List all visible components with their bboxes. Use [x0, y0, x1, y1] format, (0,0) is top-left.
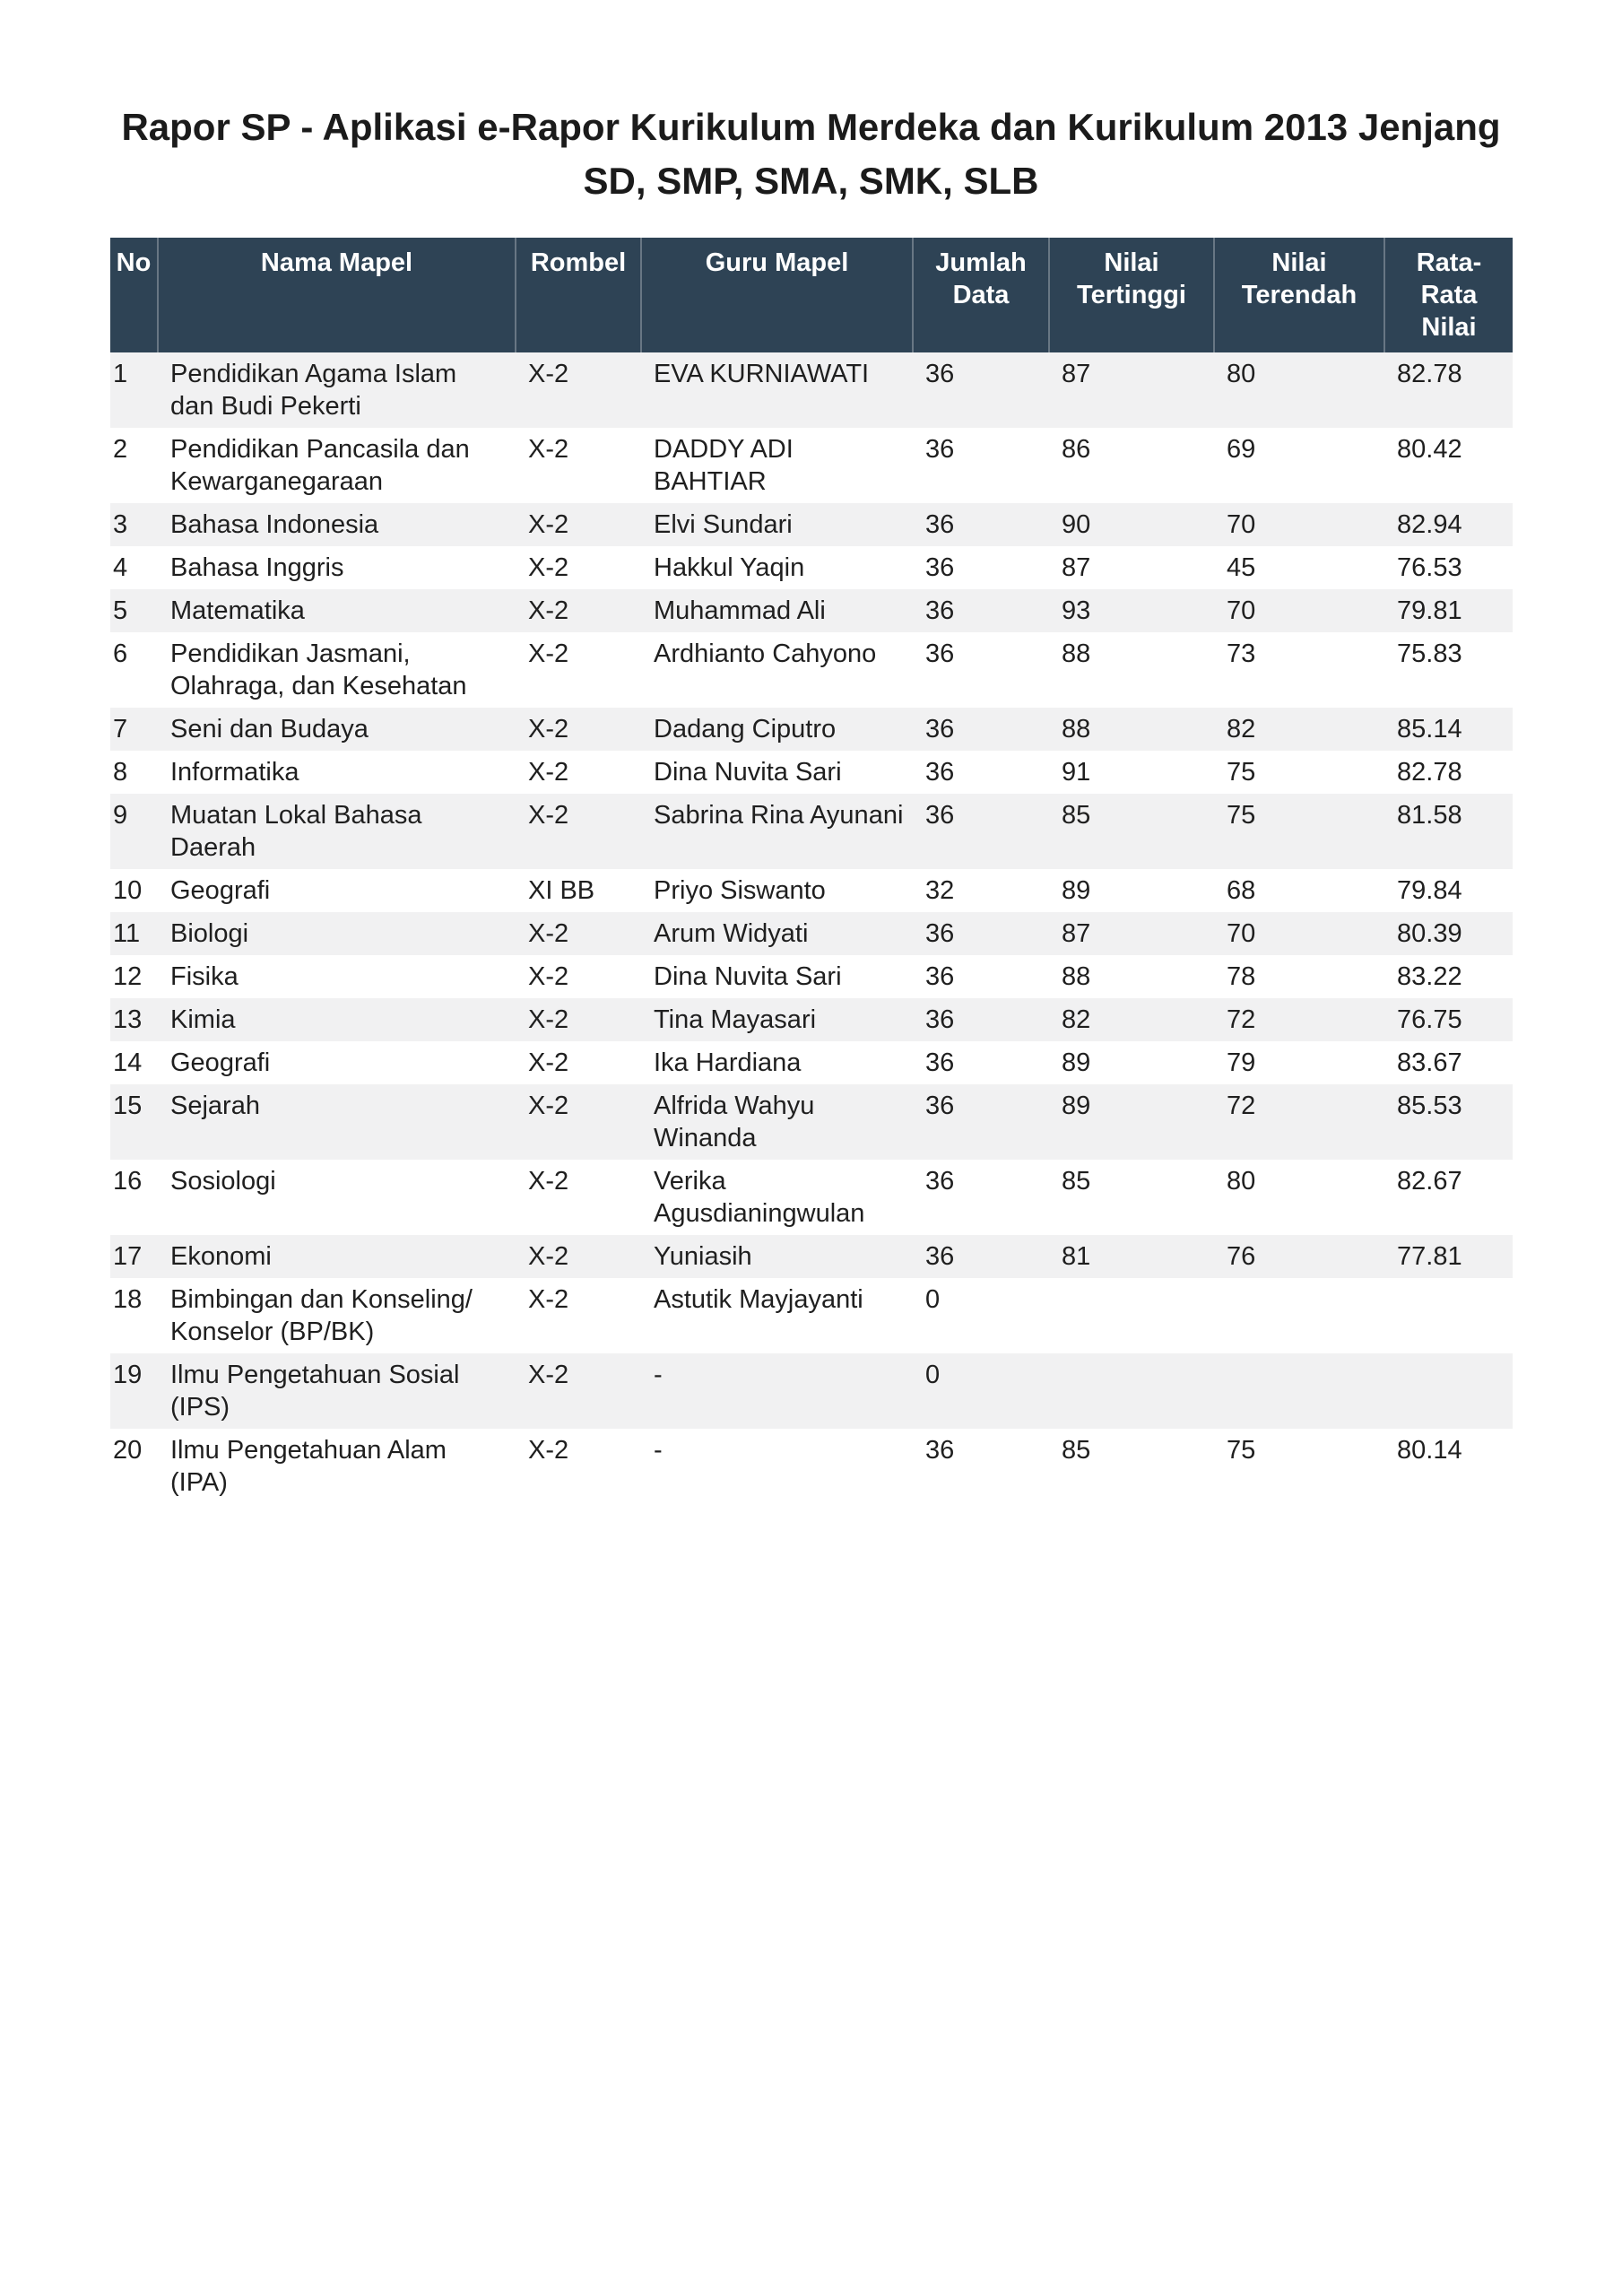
cell-rata: 82.78 [1397, 758, 1462, 787]
cell-guru: Ardhianto Cahyono [654, 639, 877, 668]
cell-tertinggi: 93 [1062, 596, 1091, 625]
cell-nama: Ekonomi [170, 1242, 272, 1271]
cell-rata: 82.78 [1397, 360, 1462, 388]
cell-no: 13 [113, 1005, 143, 1034]
cell-terendah: 72 [1227, 1005, 1256, 1034]
cell-tertinggi: 87 [1062, 360, 1091, 388]
cell-terendah: 73 [1227, 639, 1256, 668]
cell-rombel: X-2 [528, 1242, 569, 1271]
cell-tertinggi: 86 [1062, 435, 1091, 464]
cell-no: 6 [113, 639, 128, 668]
cell-no: 14 [113, 1048, 143, 1077]
cell-terendah: 80 [1227, 1167, 1256, 1196]
cell-nama: Ilmu Pengetahuan Sosial (IPS) [170, 1361, 460, 1422]
cell-tertinggi: 89 [1062, 1091, 1091, 1120]
cell-jumlah: 36 [925, 801, 955, 830]
cell-rata: 80.14 [1397, 1436, 1462, 1465]
cell-jumlah: 0 [925, 1361, 941, 1389]
cell-rombel: X-2 [528, 1285, 569, 1314]
cell-no: 12 [113, 962, 143, 991]
table-row [110, 912, 1513, 955]
cell-guru: Hakkul Yaqin [654, 553, 805, 582]
column-header-no: No [110, 238, 158, 352]
cell-rata: 82.67 [1397, 1167, 1462, 1196]
cell-jumlah: 36 [925, 596, 955, 625]
cell-rata: 80.39 [1397, 919, 1462, 948]
cell-jumlah: 36 [925, 1242, 955, 1271]
cell-rombel: X-2 [528, 801, 569, 830]
cell-guru: Tina Mayasari [654, 1005, 817, 1034]
cell-tertinggi: 89 [1062, 1048, 1091, 1077]
cell-no: 8 [113, 758, 128, 787]
cell-rata: 81.58 [1397, 801, 1462, 830]
cell-tertinggi: 85 [1062, 801, 1091, 830]
cell-no: 10 [113, 876, 143, 905]
cell-rombel: X-2 [528, 553, 569, 582]
cell-rata: 85.14 [1397, 715, 1462, 744]
page-title [0, 100, 1622, 208]
cell-jumlah: 36 [925, 553, 955, 582]
cell-rombel: X-2 [528, 360, 569, 388]
cell-terendah: 78 [1227, 962, 1256, 991]
cell-guru: - [654, 1361, 663, 1389]
cell-jumlah: 36 [925, 510, 955, 539]
table-row [110, 1084, 1513, 1160]
cell-jumlah: 36 [925, 1436, 955, 1465]
column-header-guru-mapel: Guru Mapel [641, 238, 913, 352]
cell-jumlah: 36 [925, 919, 955, 948]
table-row [110, 1278, 1513, 1353]
cell-no: 9 [113, 801, 128, 830]
cell-terendah: 69 [1227, 435, 1256, 464]
column-header-rombel: Rombel [516, 238, 641, 352]
cell-rata: 75.83 [1397, 639, 1462, 668]
cell-tertinggi: 88 [1062, 639, 1091, 668]
table-row [110, 1353, 1513, 1429]
column-header-nama-mapel: Nama Mapel [158, 238, 516, 352]
table-row [110, 352, 1513, 428]
table-row [110, 955, 1513, 998]
cell-no: 11 [113, 919, 141, 948]
cell-nama: Pendidikan Jasmani, Olahraga, dan Kesehatan [170, 639, 467, 700]
cell-no: 20 [113, 1436, 143, 1465]
cell-no: 18 [113, 1285, 143, 1314]
table-row [110, 428, 1513, 503]
cell-nama: Sosiologi [170, 1167, 276, 1196]
report-table [110, 238, 1513, 1504]
table-row [110, 869, 1513, 912]
cell-terendah [1214, 1353, 1384, 1429]
cell-terendah: 79 [1227, 1048, 1256, 1077]
cell-rata: 77.81 [1397, 1242, 1462, 1271]
cell-terendah: 76 [1227, 1242, 1256, 1271]
cell-nama: Seni dan Budaya [170, 715, 369, 744]
cell-rata: 82.94 [1397, 510, 1462, 539]
cell-terendah: 70 [1227, 596, 1256, 625]
cell-guru: Priyo Siswanto [654, 876, 826, 905]
cell-nama: Matematika [170, 596, 305, 625]
cell-rombel: X-2 [528, 1048, 569, 1077]
cell-guru: Dina Nuvita Sari [654, 962, 842, 991]
cell-nama: Bahasa Indonesia [170, 510, 379, 539]
cell-terendah: 72 [1227, 1091, 1256, 1120]
table-row [110, 794, 1513, 869]
cell-guru: Elvi Sundari [654, 510, 793, 539]
cell-rata: 80.42 [1397, 435, 1462, 464]
cell-jumlah: 0 [925, 1285, 941, 1314]
cell-tertinggi: 89 [1062, 876, 1091, 905]
page-title-line1: Rapor SP - Aplikasi e-Rapor Kurikulum Merdeka dan Kurikulum 2013 Jenjang [121, 106, 1501, 148]
table-row [110, 1235, 1513, 1278]
cell-rombel: X-2 [528, 1005, 569, 1034]
cell-rombel: X-2 [528, 1091, 569, 1120]
cell-rombel: X-2 [528, 639, 569, 668]
cell-rata: 76.53 [1397, 553, 1462, 582]
cell-no: 5 [113, 596, 128, 625]
cell-no: 16 [113, 1167, 143, 1196]
cell-terendah: 75 [1227, 758, 1256, 787]
cell-jumlah: 32 [925, 876, 955, 905]
column-header-jumlah-data: Jumlah Data [913, 238, 1049, 352]
cell-rata: 76.75 [1397, 1005, 1462, 1034]
cell-guru: Sabrina Rina Ayunani [654, 801, 904, 830]
cell-rombel: X-2 [528, 962, 569, 991]
cell-tertinggi [1049, 1278, 1214, 1353]
cell-guru: DADDY ADI BAHTIAR [654, 435, 794, 496]
cell-tertinggi: 88 [1062, 962, 1091, 991]
cell-rombel: X-2 [528, 596, 569, 625]
page-title-line2: SD, SMP, SMA, SMK, SLB [583, 160, 1039, 202]
cell-terendah: 75 [1227, 1436, 1256, 1465]
cell-tertinggi: 90 [1062, 510, 1091, 539]
cell-nama: Biologi [170, 919, 249, 948]
table-row [110, 998, 1513, 1041]
cell-nama: Kimia [170, 1005, 236, 1034]
cell-tertinggi: 81 [1062, 1242, 1091, 1271]
cell-terendah: 82 [1227, 715, 1256, 744]
cell-rombel: X-2 [528, 435, 569, 464]
column-header-nilai-terendah: Nilai Terendah [1214, 238, 1384, 352]
table-row [110, 751, 1513, 794]
cell-tertinggi: 88 [1062, 715, 1091, 744]
cell-nama: Muatan Lokal Bahasa Daerah [170, 801, 422, 862]
cell-rata [1384, 1278, 1513, 1353]
column-header-rata-rata-nilai: Rata-Rata Nilai [1384, 238, 1513, 352]
cell-jumlah: 36 [925, 715, 955, 744]
cell-rata: 83.22 [1397, 962, 1462, 991]
cell-no: 4 [113, 553, 128, 582]
table-row [110, 503, 1513, 546]
cell-rombel: XI BB [528, 876, 595, 905]
cell-terendah: 80 [1227, 360, 1256, 388]
cell-rombel: X-2 [528, 758, 569, 787]
cell-nama: Bimbingan dan Konseling/ Konselor (BP/BK) [170, 1285, 473, 1346]
cell-nama: Ilmu Pengetahuan Alam (IPA) [170, 1436, 447, 1497]
cell-guru: - [654, 1436, 663, 1465]
cell-rata: 79.84 [1397, 876, 1462, 905]
table-row [110, 708, 1513, 751]
cell-rombel: X-2 [528, 1167, 569, 1196]
header-row [110, 238, 1513, 352]
cell-jumlah: 36 [925, 435, 955, 464]
cell-guru: Astutik Mayjayanti [654, 1285, 863, 1314]
cell-jumlah: 36 [925, 360, 955, 388]
cell-no: 2 [113, 435, 128, 464]
cell-nama: Geografi [170, 876, 271, 905]
cell-terendah: 75 [1227, 801, 1256, 830]
cell-terendah: 70 [1227, 919, 1256, 948]
cell-rombel: X-2 [528, 510, 569, 539]
cell-rombel: X-2 [528, 715, 569, 744]
cell-nama: Bahasa Inggris [170, 553, 344, 582]
cell-guru: Dina Nuvita Sari [654, 758, 842, 787]
table-row [110, 1041, 1513, 1084]
cell-terendah [1214, 1278, 1384, 1353]
cell-jumlah: 36 [925, 1091, 955, 1120]
cell-nama: Geografi [170, 1048, 271, 1077]
cell-guru: Muhammad Ali [654, 596, 826, 625]
cell-terendah: 68 [1227, 876, 1256, 905]
cell-nama: Informatika [170, 758, 299, 787]
table-row [110, 1429, 1513, 1504]
cell-jumlah: 36 [925, 639, 955, 668]
cell-guru: Dadang Ciputro [654, 715, 837, 744]
cell-jumlah: 36 [925, 1167, 955, 1196]
cell-tertinggi [1049, 1353, 1214, 1429]
cell-jumlah: 36 [925, 1048, 955, 1077]
cell-terendah: 45 [1227, 553, 1256, 582]
cell-no: 3 [113, 510, 128, 539]
cell-no: 19 [113, 1361, 143, 1389]
cell-guru: Alfrida Wahyu Winanda [654, 1091, 815, 1152]
cell-no: 1 [113, 360, 128, 388]
cell-tertinggi: 87 [1062, 553, 1091, 582]
column-header-nilai-tertinggi: Nilai Tertinggi [1049, 238, 1214, 352]
cell-guru: EVA KURNIAWATI [654, 360, 870, 388]
report-table-header [110, 238, 1513, 352]
report-table-body [110, 352, 1513, 1504]
cell-nama: Fisika [170, 962, 239, 991]
table-row [110, 632, 1513, 708]
cell-tertinggi: 87 [1062, 919, 1091, 948]
cell-rombel: X-2 [528, 1436, 569, 1465]
cell-no: 17 [113, 1242, 143, 1271]
cell-no: 7 [113, 715, 128, 744]
cell-tertinggi: 82 [1062, 1005, 1091, 1034]
cell-tertinggi: 85 [1062, 1167, 1091, 1196]
cell-guru: Arum Widyati [654, 919, 809, 948]
cell-rata: 79.81 [1397, 596, 1462, 625]
cell-tertinggi: 91 [1062, 758, 1091, 787]
cell-guru: Ika Hardiana [654, 1048, 802, 1077]
table-row [110, 546, 1513, 589]
table-row [110, 1160, 1513, 1235]
cell-jumlah: 36 [925, 758, 955, 787]
cell-terendah: 70 [1227, 510, 1256, 539]
cell-nama: Pendidikan Agama Islam dan Budi Pekerti [170, 360, 457, 421]
cell-no: 15 [113, 1091, 143, 1120]
cell-rombel: X-2 [528, 1361, 569, 1389]
cell-guru: Verika Agusdianingwulan [654, 1167, 865, 1228]
cell-rata: 85.53 [1397, 1091, 1462, 1120]
cell-jumlah: 36 [925, 962, 955, 991]
table-row [110, 589, 1513, 632]
cell-guru: Yuniasih [654, 1242, 752, 1271]
cell-nama: Sejarah [170, 1091, 260, 1120]
cell-rata: 83.67 [1397, 1048, 1462, 1077]
cell-rombel: X-2 [528, 919, 569, 948]
cell-nama: Pendidikan Pancasila dan Kewarganegaraan [170, 435, 470, 496]
cell-rata [1384, 1353, 1513, 1429]
cell-tertinggi: 85 [1062, 1436, 1091, 1465]
cell-jumlah: 36 [925, 1005, 955, 1034]
